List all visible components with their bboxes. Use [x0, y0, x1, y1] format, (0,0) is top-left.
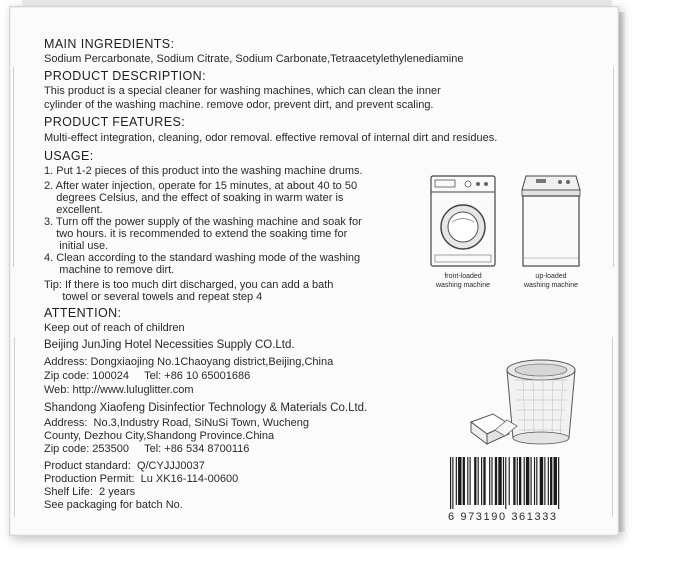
barcode-bar	[526, 457, 529, 505]
usage-line: machine to remove dirt.	[44, 264, 175, 276]
attention-text: Keep out of reach of children	[44, 322, 185, 334]
barcode-bar	[463, 457, 465, 505]
flap-line-right-lower	[612, 337, 613, 517]
washer-drum-tablet-icon	[465, 350, 585, 450]
barcode-bar	[450, 457, 451, 509]
front-loaded-label: washing machine	[435, 282, 491, 289]
flap-line-left-lower	[14, 337, 15, 517]
barcode-bar	[505, 457, 506, 509]
description-line: This product is a special cleaner for washing machines, which can clean the inner	[44, 85, 441, 97]
company1-web: Web: http://www.luluglitter.com	[44, 384, 194, 396]
barcode-bar	[524, 457, 525, 505]
front-loaded-label: front-loaded	[444, 273, 482, 280]
barcode-bar	[536, 457, 537, 505]
ingredients-heading: MAIN INGREDIENTS:	[44, 37, 175, 51]
barcode-bar	[531, 457, 532, 505]
barcode-bar	[540, 457, 543, 505]
company2-name: Shandong Xiaofeng Disinfectior Technology & Materials Co.Ltd.	[44, 402, 368, 414]
company2-zip-tel: Zip code: 253500 Tel: +86 534 8700116	[44, 443, 250, 455]
barcode-bar	[458, 457, 461, 505]
barcode-bar	[498, 457, 501, 505]
barcode-bar	[474, 457, 476, 505]
usage-line: initial use.	[44, 240, 109, 252]
barcode-bar	[491, 457, 492, 505]
usage-line: 2. After water injection, operate for 15 minutes, at about 40 to 50	[44, 180, 358, 192]
up-loaded-label: washing machine	[523, 282, 579, 289]
barcode-bar	[554, 457, 557, 505]
company1-name: Beijing JunJing Hotel Necessities Supply CO.Ltd.	[44, 339, 295, 351]
barcode-bar	[513, 457, 515, 505]
flap-line-left	[13, 67, 14, 267]
usage-line: 1. Put 1-2 pieces of this product into the washing machine drums.	[44, 165, 363, 177]
production-permit: Production Permit: Lu XK16-114-00600	[44, 473, 239, 485]
features-heading: PRODUCT FEATURES:	[44, 115, 186, 129]
company2-address: County, Dezhou City,Shandong Province.China	[44, 430, 275, 442]
flap-line-right	[613, 67, 614, 267]
company2-address: Address: No.3,Industry Road, SiNuSi Town, Wucheng	[44, 417, 309, 429]
up-loaded-label: up-loaded	[535, 273, 567, 280]
front-loaded-washer-icon	[430, 175, 496, 267]
barcode-bar	[550, 457, 552, 505]
description-heading: PRODUCT DESCRIPTION:	[44, 69, 206, 83]
product-standard: Product standard: Q/CYJJJ0037	[44, 460, 205, 472]
barcode-number: 6 973190 361333	[448, 511, 558, 523]
barcode-bar	[470, 457, 471, 505]
description-line: cylinder of the washing machine. remove odor, prevent dirt, and prevent scaling.	[44, 99, 434, 111]
company1-address: Address: Dongxiaojing No.1Chaoyang district,Beijing,China	[44, 356, 334, 368]
barcode-bar	[456, 457, 457, 505]
barcode-bar	[503, 457, 504, 505]
barcode-bar	[517, 457, 518, 505]
features-text: Multi-effect integration, cleaning, odor removal. effective removal of internal dirt and residues.	[44, 132, 498, 144]
barcode-bar	[478, 457, 479, 505]
attention-heading: ATTENTION:	[44, 306, 122, 320]
barcode-bar	[481, 457, 482, 505]
usage-line: excellent.	[44, 204, 103, 216]
barcode-bar	[489, 457, 490, 505]
barcode-bar	[483, 457, 485, 505]
barcode-bar	[548, 457, 549, 505]
batch-note: See packaging for batch No.	[44, 499, 183, 511]
usage-line: 3. Turn off the power supply of the washing machine and soak for	[44, 216, 362, 228]
usage-line: 4. Clean according to the standard washing mode of the washing	[44, 252, 361, 264]
up-loaded-washer-icon	[520, 172, 582, 268]
barcode-bar	[544, 457, 545, 505]
usage-line: two hours. it is recommended to extend the soaking time for	[44, 228, 348, 240]
barcode-bar	[509, 457, 510, 505]
barcode-bar	[558, 457, 559, 509]
ingredients-text: Sodium Percarbonate, Sodium Citrate, Sodium Carbonate,Tetraacetylethylenediamine	[44, 53, 464, 65]
barcode-bar	[519, 457, 521, 505]
usage-line: degrees Celsius, and the effect of soaking in warm water is	[44, 192, 344, 204]
barcode-bar	[495, 457, 497, 505]
barcode-bar	[467, 457, 468, 505]
barcode-bar	[452, 457, 453, 509]
barcode-icon	[448, 457, 608, 509]
usage-tip: towel or several towels and repeat step 4	[44, 291, 263, 303]
company1-zip-tel: Zip code: 100024 Tel: +86 10 65001686	[44, 370, 251, 382]
usage-heading: USAGE:	[44, 149, 94, 163]
barcode-bar	[534, 457, 535, 505]
usage-tip: Tip: If there is too much dirt discharged, you can add a bath	[44, 279, 334, 291]
shelf-life: Shelf Life: 2 years	[44, 486, 136, 498]
